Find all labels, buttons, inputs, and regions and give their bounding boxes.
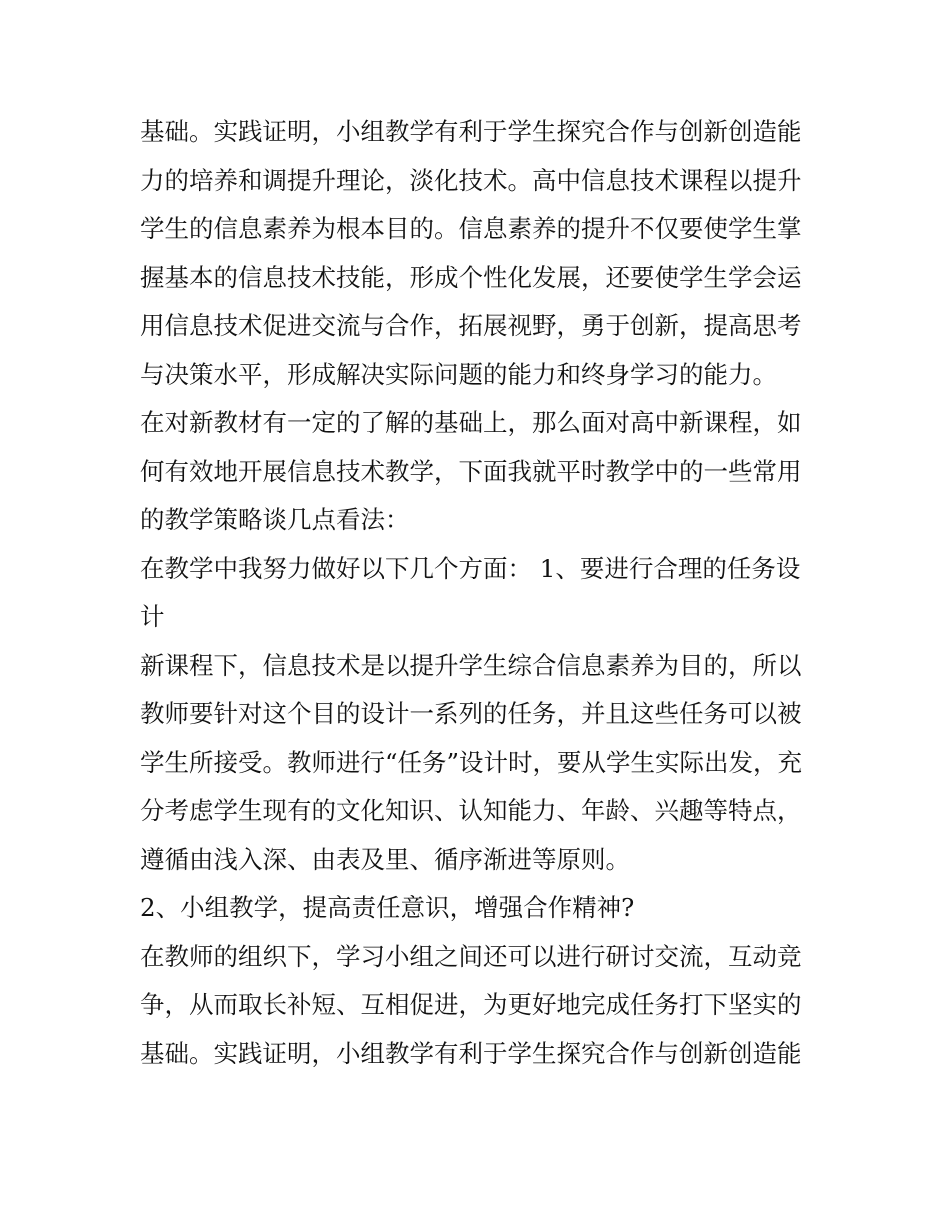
text-line: 分考虑学生现有的文化知识、认知能力、年龄、兴趣等特点， <box>140 796 802 825</box>
text-line: 遵循由浅入深、由表及里、循序渐进等原则。 <box>140 844 630 874</box>
text-line: 争，从而取长补短、互相促进，为更好地完成任务打下坚实的 <box>140 990 802 1019</box>
text-line: 的教学策略谈几点看法： <box>140 505 410 534</box>
text-line: 握基本的信息技术技能，形成个性化发展，还要使学生学会运 <box>140 262 802 292</box>
text-line: 新课程下，信息技术是以提升学生综合信息素养为目的，所以 <box>140 650 802 680</box>
text-line: 学生所接受。教师进行“任务”设计时，要从学生实际出发，充 <box>140 747 803 777</box>
text-line: 在教师的组织下，学习小组之间还可以进行研讨交流，互动竞 <box>140 941 802 971</box>
text-line: 基础。实践证明，小组教学有利于学生探究合作与创新创造能 <box>140 1038 802 1068</box>
text-line: 用信息技术促进交流与合作，拓展视野，勇于创新，提高思考 <box>140 311 802 340</box>
text-line: 何有效地开展信息技术教学，下面我就平时教学中的一些常用 <box>140 456 802 486</box>
text-line: 教师要针对这个目的设计一系列的任务，并且这些任务可以被 <box>140 699 802 728</box>
text-line: 学生的信息素养为根本目的。信息素养的提升不仅要使学生掌 <box>140 214 802 243</box>
text-line: 在对新教材有一定的了解的基础上，那么面对高中新课程，如 <box>140 408 802 437</box>
text-line: 在教学中我努力做好以下几个方面： 1、要进行合理的任务设 <box>140 553 801 583</box>
document-body <box>140 108 820 1078</box>
text-line: 基础。实践证明，小组教学有利于学生探究合作与创新创造能 <box>140 117 802 146</box>
text-line: 计 <box>140 602 165 631</box>
text-line: 与决策水平，形成解决实际问题的能力和终身学习的能力。 <box>140 359 777 389</box>
text-line: 力的培养和调提升理论，淡化技术。高中信息技术课程以提升 <box>140 165 802 195</box>
section-heading: 2、小组教学，提高责任意识，增强合作精神? <box>140 893 635 922</box>
